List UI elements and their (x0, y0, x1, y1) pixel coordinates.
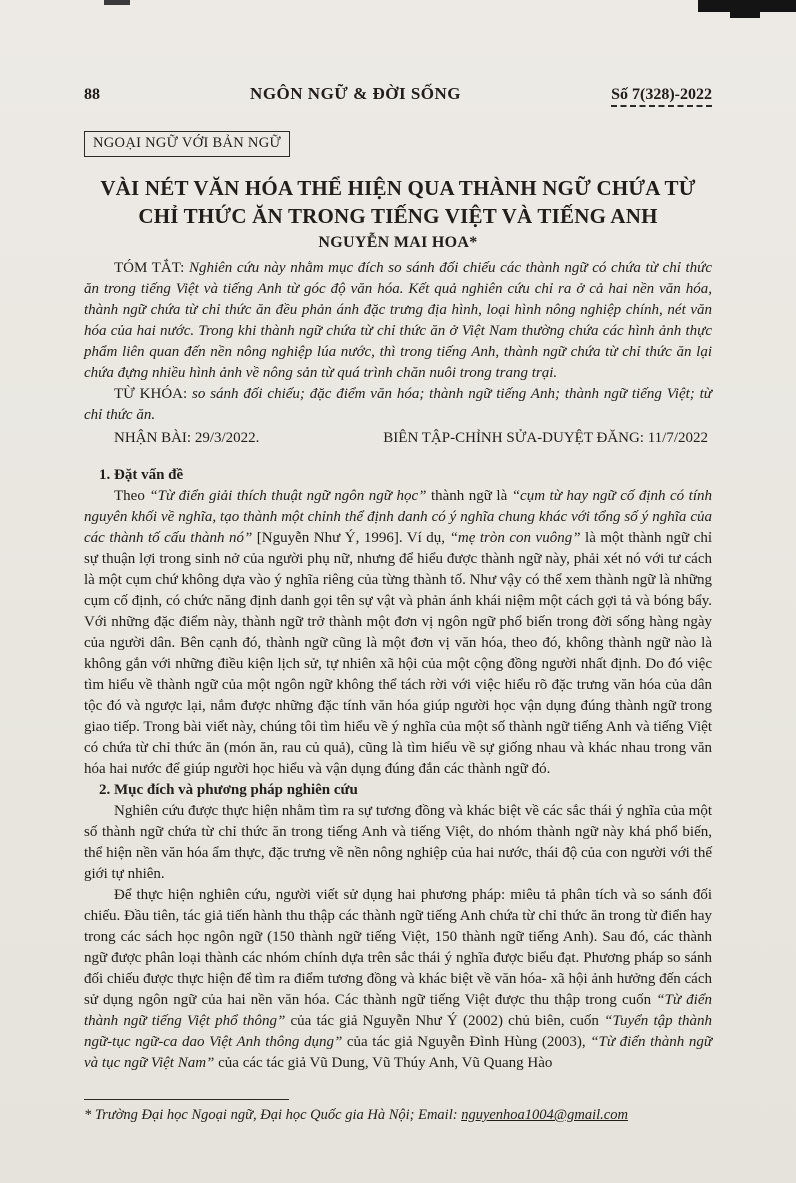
section-label-box (84, 131, 290, 157)
dates-line (84, 428, 712, 449)
author-name: NGUYỄN MAI HOA* (318, 234, 478, 252)
scan-artifact (730, 0, 760, 18)
paragraph: Nghiên cứu được thực hiện nhằm tìm ra sự tương đồng và khác biệt về các sắc thái ý nghĩa của một số thành ngữ chứa từ chỉ thức ăn trong tiếng Anh và tiếng Việt, do nhóm thành ngữ này khá phổ biến, thể hiện nền văn hóa ẩm thực, đặc trưng về nền nông nghiệp của hai nước, thái độ của con người với thế giới tự nhiên. (84, 803, 712, 883)
journal-title: NGÔN NGỮ & ĐỜI SỐNG (250, 84, 462, 103)
scan-artifact (104, 0, 130, 5)
published-date: BIÊN TẬP-CHỈNH SỬA-DUYỆT ĐĂNG: 11/7/2022 (383, 430, 708, 447)
received-date: NHẬN BÀI: 29/3/2022. (114, 430, 260, 447)
article-title: VÀI NÉT VĂN HÓA THỂ HIỆN QUA THÀNH NGỮ CHỨA TỪ CHỈ THỨC ĂN TRONG TIẾNG VIỆT VÀ TIẾNG ANH (100, 176, 696, 228)
issue-number: Số 7(328)-2022 (611, 86, 712, 107)
footnote: * Trường Đại học Ngoại ngữ, Đại học Quốc gia Hà Nội; Email: nguyenhoa1004@gmail.com (84, 1107, 628, 1123)
paragraph: Để thực hiện nghiên cứu, người viết sử dụng hai phương pháp: miêu tả phân tích và so sánh đối chiếu. Đầu tiên, tác giả tiến hành thu thập các thành ngữ tiếng Anh chứa từ chỉ thức ăn trong từ điển hay trong các sách học ngôn ngữ (150 thành ngữ tiếng Việt, 150 thành ngữ tiếng Anh). Sau đó, các thành ngữ được phân loại thành các nhóm chính dựa trên sắc thái ý nghĩa được biểu đạt. Phương pháp so sánh đối chiếu được thực hiện để tìm ra điểm tương đồng và khác biệt về văn hóa- xã hội ảnh hưởng đến cách sử dụng ngôn ngữ của hai nền văn hóa. Các thành ngữ tiếng Việt được thu thập trong cuốn “Từ điển thành ngữ tiếng Việt phổ thông” của tác giả Nguyễn Như Ý (2002) chủ biên, cuốn “Tuyển tập thành ngữ-tục ngữ-ca dao Việt Anh thông dụng” của tác giả Nguyễn Đình Hùng (2003), “Từ điển thành ngữ và tục ngữ Việt Nam” của các tác giả Vũ Dung, Vũ Thúy Anh, Vũ Quang Hào (84, 887, 713, 1072)
footnote-separator (84, 1099, 289, 1100)
section-heading-2: 2. Mục đích và phương pháp nghiên cứu (99, 782, 358, 799)
abstract: TÓM TẮT: Nghiên cứu này nhằm mục đích so sánh đối chiếu các thành ngữ có chứa từ chỉ thức ăn trong tiếng Việt và tiếng Anh từ góc độ văn hóa. Kết quả nghiên cứu chỉ ra ở cả hai nền văn hóa, thành ngữ chứa từ chỉ thức ăn đều phản ánh đặc trưng địa hình, loại hình nông nghiệp chính, nét văn hóa của hai nước. Trong khi thành ngữ chứa từ chỉ thức ăn ở Việt Nam thường chứa các hình ảnh thực phẩm liên quan đến nền nông nghiệp lúa nước, thì trong tiếng Anh, thành ngữ chứa từ chỉ thức ăn lại chứa đựng nhiều hình ảnh về nông sản từ quá trình chăn nuôi trong trang trại. (84, 260, 713, 382)
page-number: 88 (84, 86, 100, 103)
paragraph: Theo “Từ điển giải thích thuật ngữ ngôn ngữ học” thành ngữ là “cụm từ hay ngữ cố định có tính nguyên khối về nghĩa, tạo thành một chỉnh thể định danh có ý nghĩa chung khác với tổng số ý nghĩa của các thành tố cấu thành nó” [Nguyễn Như Ý, 1996]. Ví dụ, “mẹ tròn con vuông” là một thành ngữ chỉ sự thuận lợi trong sinh nở của người phụ nữ, nhưng để hiểu được thành ngữ này, phải xét nó với tư cách là một cụm chứ không dựa vào ý nghĩa riêng của từng thành tố. Như vậy có thể xem thành ngữ là những cụm cố định, có chức năng định danh gọi tên sự vật và phản ánh khái niệm một cách gợi tả và bóng bẩy. Với những đặc điểm này, thành ngữ trở thành một đơn vị ngôn ngữ phổ biến trong đời sống hàng ngày của người dân. Bên cạnh đó, thành ngữ cũng là một đơn vị văn hóa, theo đó, không thành ngữ nào là không gắn với những điều kiện lịch sử, tự nhiên xã hội của một cộng đồng người nhất định. Do đó việc tìm hiểu về thành ngữ của một ngôn ngữ không thể tách rời với việc hiểu rõ đặc trưng văn hóa của dân tộc đó và ngược lại, nắm được những đặc tính văn hóa giúp người học vận dụng đúng thành ngữ trong giao tiếp. Trong bài viết này, chúng tôi tìm hiểu về ý nghĩa của một số thành ngữ tiếng Anh và tiếng Việt có chứa từ chỉ thức ăn (món ăn, rau củ quả), cũng là tìm hiểu về sự giống nhau và khác nhau trong văn hóa hai nước để giúp người học hiểu và vận dụng đúng đắn các thành ngữ đó. (84, 488, 712, 778)
footnote-area (84, 1099, 712, 1125)
keywords: TỪ KHÓA: so sánh đối chiếu; đặc điểm văn hóa; thành ngữ tiếng Anh; thành ngữ tiếng Việt; từ chỉ thức ăn. (84, 386, 712, 424)
section-heading-1: 1. Đặt vấn đề (99, 467, 184, 484)
page-header (84, 84, 712, 107)
section-label: NGOẠI NGỮ VỚI BẢN NGỮ (93, 135, 282, 151)
